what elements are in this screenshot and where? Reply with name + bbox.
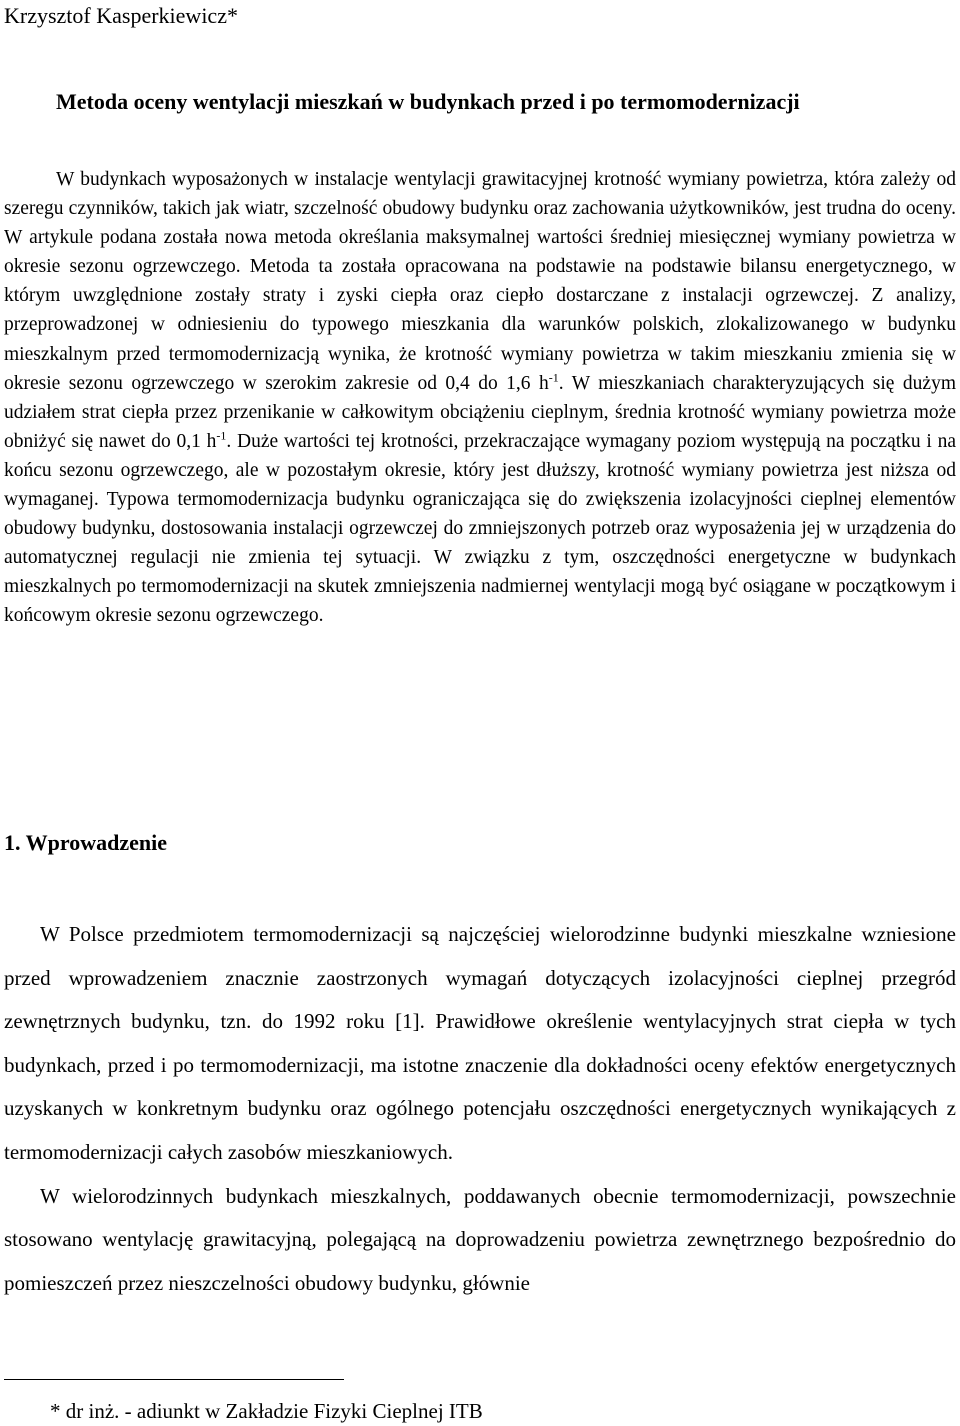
abstract-superscript-1: -1 — [548, 370, 559, 385]
body-paragraph: W wielorodzinnych budynkach mieszkalnych, poddawanych obecnie termomodernizacji, powszechnie stosowano wentylację grawitacyjną, polegającą na doprowadzeniu powietrza zewnętrznego bezpośrednio do pomieszczeń przez nieszczelności obudowy budynku, głównie — [4, 1183, 956, 1295]
footnote-divider — [4, 1379, 344, 1380]
section-heading: 1. Wprowadzenie — [4, 830, 167, 855]
abstract-superscript-2: -1 — [216, 428, 227, 443]
author-name: Krzysztof Kasperkiewicz* — [4, 3, 238, 28]
body-paragraph: W Polsce przedmiotem termomodernizacji są najczęściej wielorodzinne budynki mieszkalne wzniesione przed wprowadzeniem znacznie zaostrzonych wymagań dotyczących izolacyjności cieplnej przegród zewnętrznych budynku, tzn. do 1992 roku [1]. Prawidłowe określenie wentylacyjnych strat ciepła w tych budynkach, przed i po termomodernizacji, ma istotne znaczenie dla dokładności oceny efektów energetycznych uzyskanych w konkretnym budynku oraz ogólnego potencjału oszczędności energetycznych wynikających z termomodernizacji całych zasobów mieszkaniowych. — [4, 922, 956, 1164]
body-text — [4, 913, 956, 1305]
abstract-text-part-1: W budynkach wyposażonych w instalacje wentylacji grawitacyjnej krotność wymiany powietrza, która zależy od szeregu czynników, takich jak wiatr, szczelność obudowy budynku oraz zachowania użytkowników, jest trudna do oceny. W artykule podana została nowa metoda określania maksymalnej wartości średniej miesięcznej wymiany powietrza w okresie sezonu ogrzewczego. Metoda ta została opracowana na podstawie na podstawie bilansu energetycznego, w którym uwzględnione zostały straty i zyski ciepła oraz ciepło dostarczane z instalacji ogrzewczej. Z analizy, przeprowadzonej w odniesieniu do typowego mieszkania dla warunków polskich, zlokalizowanego w budynku mieszkalnym przed termomodernizacją wynika, że krotność wymiany powietrza w takim mieszkaniu zmienia się w okresie sezonu ogrzewczego w szerokim zakresie od 0,4 do 1,6 h — [4, 169, 956, 394]
paper-title: Metoda oceny wentylacji mieszkań w budynkach przed i po termomodernizacji — [56, 89, 800, 114]
abstract-text-part-3: . Duże wartości tej krotności, przekraczające wymagany poziom występują na początku i na końcu sezonu ogrzewczego, ale w pozostałym okresie, który jest dłuższy, krotność wymiany powietrza jest niższa od wymaganej. Typowa termomodernizacja budynku ograniczająca się do zwiększenia izolacyjności cieplnej elementów obudowy budynku, dostosowania instalacji ogrzewczej do zmniejszonych potrzeb oraz wyposażenia jej w urządzenia do automatycznej regulacji nie zmienia tej sytuacji. W związku z tym, oszczędności energetyczne w budynkach mieszkalnych po termomodernizacji na skutek zmniejszenia nadmiernej wentylacji mogą być osiągane w początkowym i końcowym okresie sezonu ogrzewczego. — [4, 430, 957, 627]
footnote: * dr inż. - adiunkt w Zakładzie Fizyki Cieplnej ITB — [50, 1399, 483, 1423]
abstract — [4, 165, 956, 631]
abstract-text-part-2: . W mieszkaniach charakteryzujących się dużym udziałem strat ciepła przez przenikanie w całkowitym obciążeniu cieplnym, średnia krotność wymiany powietrza może obniżyć się nawet do 0,1 h — [4, 372, 956, 452]
